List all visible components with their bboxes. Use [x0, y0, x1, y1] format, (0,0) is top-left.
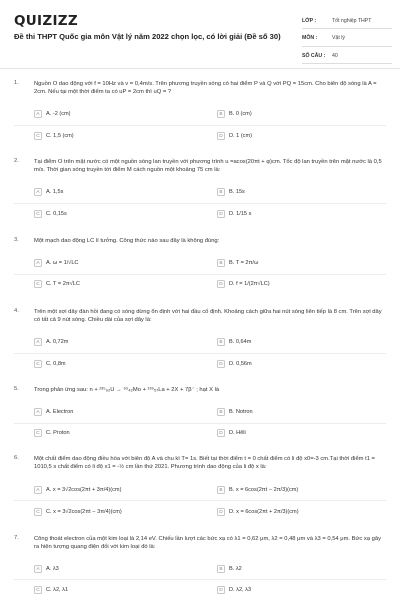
option-text: C. 1,5 (cm) [46, 133, 74, 139]
option-text: D. 1/15 s [229, 211, 252, 217]
question-7 [14, 535, 386, 600]
question-number: 5. [14, 386, 19, 392]
option-text: A. 0,72m [46, 339, 69, 345]
option-a[interactable] [34, 338, 204, 348]
option-b[interactable] [217, 408, 387, 418]
option-divider [14, 500, 386, 501]
option-letter: A [34, 565, 42, 573]
option-b[interactable] [217, 486, 387, 496]
question-stem: Một chất điểm dao động điều hòa với biên độ A và chu kì T= 1s. Biết tại thời điểm t = 0 chất điểm có li độ x0=-3 cm.Tại thời điểm t1 = 1010,5 s chất điểm có li độ x1 = -½ cm lần thứ 2021. Phương trình dao động của li độ x là: [34, 456, 375, 471]
option-a[interactable] [34, 408, 204, 418]
option-b[interactable] [217, 110, 387, 120]
option-d[interactable] [217, 586, 387, 596]
option-text: C. 0,8m [46, 361, 66, 367]
option-d[interactable] [217, 280, 387, 290]
option-letter: D [217, 360, 225, 368]
option-text: B. 0 (cm) [229, 111, 252, 117]
question-3 [14, 237, 386, 299]
option-letter: C [34, 132, 42, 140]
option-text: A. 1,5s [46, 189, 64, 195]
meta-row-count [302, 48, 392, 64]
question-2 [14, 158, 386, 228]
option-letter: A [34, 259, 42, 267]
question-number: 3. [14, 237, 19, 243]
option-c[interactable] [34, 586, 204, 596]
question-stem: Trên một sợi dây đàn hồi đang có sóng dừng ổn định với hai đầu cố định. Khoảng cách giữa hai nút sóng liên tiếp là 8 cm. Trên sợi dây có tất cả 9 nút sóng. Chiều dài của sợi dây là: [34, 309, 382, 324]
option-a[interactable] [34, 259, 204, 269]
option-text: C. 0,15s [46, 211, 67, 217]
worksheet-header [0, 0, 400, 70]
option-letter: D [217, 280, 225, 288]
option-text: A. x = 3√2cos(2πt + 3π/4)(cm) [46, 487, 122, 493]
option-letter: B [217, 408, 225, 416]
option-d[interactable] [217, 429, 387, 439]
option-text: D. 0,56m [229, 361, 252, 367]
option-a[interactable] [34, 188, 204, 198]
page-title: Đề thi THPT Quốc gia môn Vật lý năm 2022 chọn lọc, có lời giải (Đề số 30) [14, 32, 281, 41]
option-letter: A [34, 188, 42, 196]
option-divider [14, 579, 386, 580]
option-c[interactable] [34, 132, 204, 142]
meta-value: Vật lý [332, 35, 345, 41]
question-stem: Một mạch dao động LC lí tưởng. Công thức nào sau đây là không đúng: [34, 238, 220, 244]
meta-value: 40 [332, 52, 338, 59]
meta-key: SỐ CÂU : [302, 52, 326, 59]
option-letter: B [217, 565, 225, 573]
question-4 [14, 308, 386, 378]
question-number: 7. [14, 535, 19, 541]
question-number: 6. [14, 455, 19, 461]
option-text: A. ω = 1/√LC [46, 260, 79, 266]
option-text: B. 15s [229, 189, 245, 195]
option-text: C. T = 2π√LC [46, 281, 80, 287]
option-letter: D [217, 210, 225, 218]
question-stem: Công thoát electron của một kim loại là 2,14 eV. Chiếu lần lượt các bức xạ có λ1 = 0,62 μm, λ2 = 0,48 μm và λ3 = 0,54 μm. Bức xạ gây ra hiện tượng quang điện đối với kim loại đó là: [34, 536, 381, 551]
option-text: B. x = 6cos(2πt − 2π/3)(cm) [229, 487, 299, 493]
option-text: C. x = 3√2cos(2πt − 3π/4)(cm) [46, 509, 122, 515]
option-text: C. Proton [46, 430, 70, 436]
option-letter: B [217, 188, 225, 196]
option-letter: D [217, 429, 225, 437]
option-c[interactable] [34, 210, 204, 220]
option-letter: C [34, 210, 42, 218]
option-letter: C [34, 280, 42, 288]
option-text: B. Notron [229, 409, 253, 415]
option-letter: A [34, 486, 42, 494]
meta-key: LỚP : [302, 17, 317, 24]
option-letter: B [217, 486, 225, 494]
option-letter: A [34, 338, 42, 346]
option-letter: C [34, 586, 42, 594]
option-letter: D [217, 508, 225, 516]
question-6 [14, 455, 386, 527]
option-d[interactable] [217, 360, 387, 370]
option-text: B. T = 2π/ω [229, 260, 259, 266]
option-text: D. x = 6cos(2πt + 2π/3)(cm) [229, 509, 299, 515]
option-text: B. λ2 [229, 566, 242, 572]
option-a[interactable] [34, 486, 204, 496]
option-letter: B [217, 338, 225, 346]
option-letter: B [217, 259, 225, 267]
option-c[interactable] [34, 429, 204, 439]
option-a[interactable] [34, 565, 204, 575]
option-b[interactable] [217, 565, 387, 575]
question-number: 4. [14, 308, 19, 314]
meta-value: Tốt nghiệp THPT [332, 17, 372, 24]
option-letter: C [34, 360, 42, 368]
option-letter: D [217, 586, 225, 594]
header-divider [0, 68, 400, 69]
question-number: 1. [14, 80, 19, 86]
option-b[interactable] [217, 188, 387, 198]
option-divider [14, 423, 386, 424]
option-divider [14, 203, 386, 204]
option-c[interactable] [34, 360, 204, 370]
meta-row-subject [302, 31, 392, 47]
option-letter: D [217, 132, 225, 140]
option-c[interactable] [34, 508, 204, 518]
option-text: A. Electron [46, 409, 74, 415]
question-1 [14, 80, 386, 150]
question-stem: Nguồn O dao động với f = 10Hz và v = 0,4m/s. Trên phương truyền sóng có hai điểm P và Q với PQ = 15cm. Cho biên độ sóng là A = 2cm. Nếu tại một thời điểm ta có uP = 2cm thì uQ = ? [34, 81, 377, 96]
option-text: B. 0,64m [229, 339, 252, 345]
option-a[interactable] [34, 110, 204, 120]
meta-row-class [302, 13, 392, 29]
meta-key: MÔN : [302, 35, 318, 41]
option-d[interactable] [217, 132, 387, 142]
option-letter: A [34, 110, 42, 118]
option-d[interactable] [217, 508, 387, 518]
option-divider [14, 125, 386, 126]
option-text: D. f = 1/(2π√LC) [229, 281, 270, 287]
question-stem: Trong phản ứng sau: n + ²³⁵₉₂U → ⁹⁵₄₂Mo + ¹³⁹₅₇La + 2X + 7β⁻ ; hạt X là [34, 387, 220, 393]
option-divider [14, 353, 386, 354]
option-letter: C [34, 429, 42, 437]
question-5 [14, 386, 386, 448]
option-d[interactable] [217, 210, 387, 220]
option-text: C. λ2, λ1 [46, 587, 69, 593]
question-number: 2. [14, 158, 19, 164]
option-letter: B [217, 110, 225, 118]
option-b[interactable] [217, 259, 387, 269]
quizizz-logo: QUIZIZZ [14, 13, 78, 29]
option-letter: C [34, 508, 42, 516]
option-divider [14, 274, 386, 275]
option-text: D. λ2, λ3 [229, 587, 252, 593]
question-stem: Tại điểm O trên mặt nước có một nguồn sóng lan truyền với phương trình u =acos(20πt + φ)cm. Tốc độ lan truyền trên mặt nước là 0,5 m/s. Thời gian sóng truyền tới điểm M cách nguồn một khoảng 75 cm là: [34, 159, 382, 174]
option-letter: A [34, 408, 42, 416]
option-c[interactable] [34, 280, 204, 290]
option-text: D. Hêli [229, 430, 246, 436]
option-b[interactable] [217, 338, 387, 348]
option-text: A. -2 (cm) [46, 111, 71, 117]
option-text: D. 1 (cm) [229, 133, 252, 139]
option-text: A. λ3 [46, 566, 59, 572]
meta-table [302, 13, 392, 66]
